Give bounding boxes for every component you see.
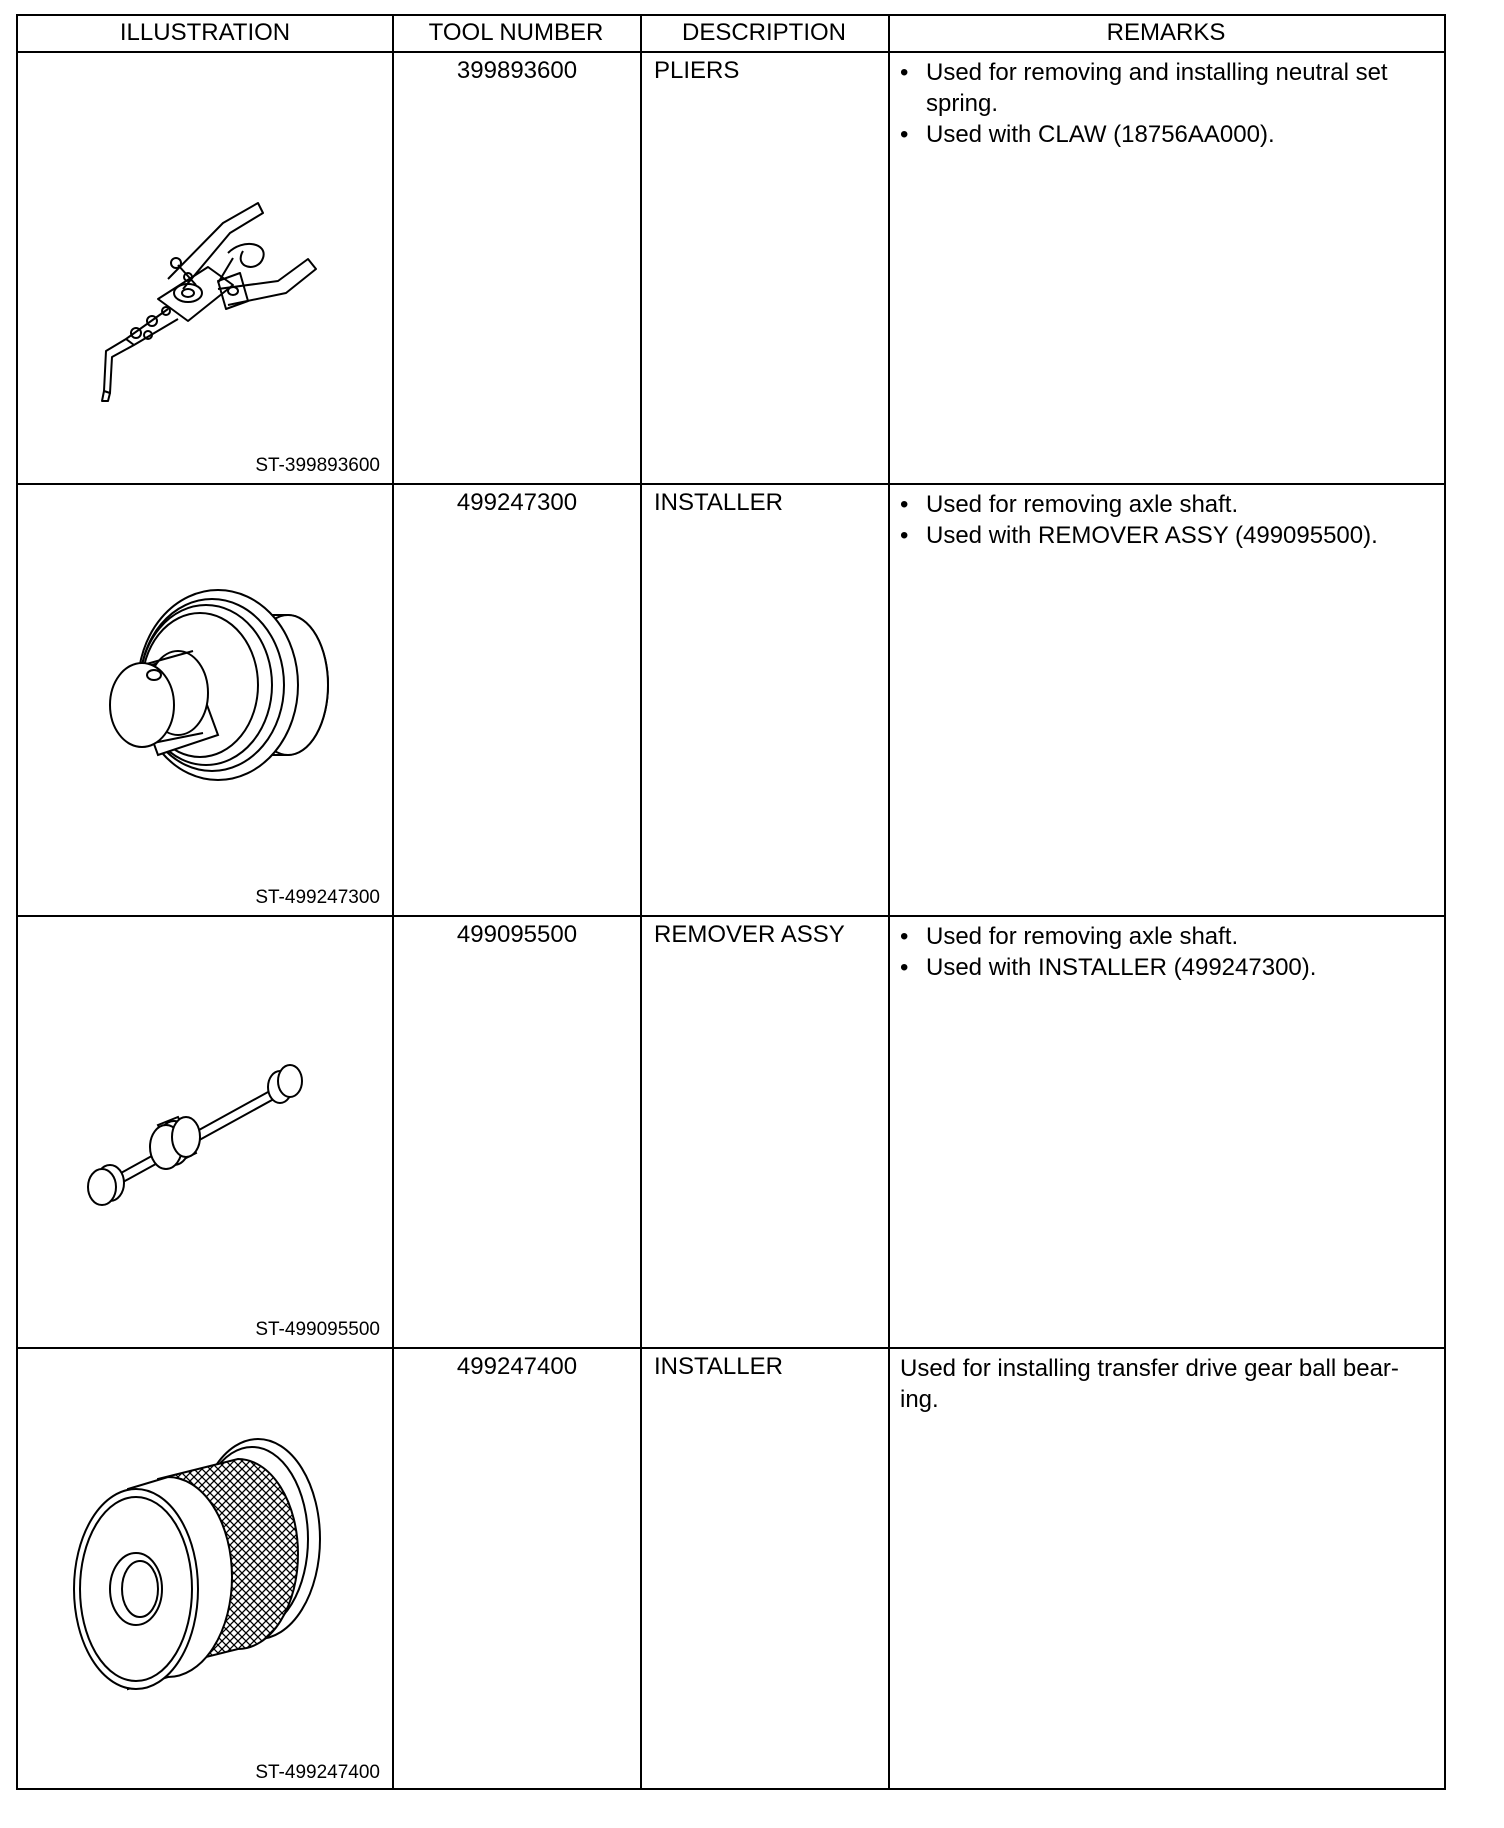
tool-number: 499095500 bbox=[456, 921, 578, 948]
remark-item: • Used with CLAW (18756AA000). bbox=[900, 119, 1424, 150]
special-tools-table bbox=[16, 14, 1446, 1790]
illustration-cell bbox=[18, 1349, 392, 1790]
installer-illustration bbox=[18, 485, 392, 915]
remark-item: • Used with REMOVER ASSY (499095500). bbox=[900, 520, 1424, 551]
remarks-cell bbox=[890, 917, 1444, 1347]
header-remarks: REMARKS bbox=[1106, 19, 1226, 46]
table-row bbox=[18, 917, 1444, 1347]
remark-item: • Used for removing axle shaft. bbox=[900, 921, 1424, 952]
remark-text: Used for installing transfer drive gear ball bear-ing. bbox=[900, 1355, 1399, 1413]
table-row bbox=[18, 1349, 1444, 1790]
tool-description: INSTALLER bbox=[654, 1353, 783, 1380]
illustration-cell bbox=[18, 485, 392, 915]
figure-code: ST-399893600 bbox=[255, 455, 380, 476]
tool-number: 499247300 bbox=[456, 489, 578, 516]
remarks-cell bbox=[890, 53, 1444, 483]
header-tool-number: TOOL NUMBER bbox=[428, 19, 604, 46]
knurled-installer-illustration bbox=[18, 1349, 392, 1790]
remover-assy-illustration bbox=[18, 917, 392, 1347]
table-row bbox=[18, 485, 1444, 915]
remarks-cell bbox=[890, 1349, 1444, 1790]
tool-description: REMOVER ASSY bbox=[654, 921, 845, 948]
figure-code: ST-499247400 bbox=[255, 1762, 380, 1783]
remark-item: • Used for removing and installing neutral set spring. bbox=[900, 57, 1424, 119]
illustration-cell bbox=[18, 53, 392, 483]
pliers-illustration bbox=[18, 53, 392, 483]
remark-item: • Used for removing axle shaft. bbox=[900, 489, 1424, 520]
header-illustration: ILLUSTRATION bbox=[119, 19, 291, 46]
remark-item: • Used with INSTALLER (499247300). bbox=[900, 952, 1424, 983]
illustration-cell bbox=[18, 917, 392, 1347]
table-row bbox=[18, 53, 1444, 483]
tool-number: 499247400 bbox=[456, 1353, 578, 1380]
tool-number: 399893600 bbox=[456, 57, 578, 84]
header-description: DESCRIPTION bbox=[681, 19, 846, 46]
figure-code: ST-499247300 bbox=[255, 887, 380, 908]
figure-code: ST-499095500 bbox=[255, 1319, 380, 1340]
remarks-cell bbox=[890, 485, 1444, 915]
tool-description: INSTALLER bbox=[654, 489, 783, 516]
tool-description: PLIERS bbox=[654, 57, 740, 84]
